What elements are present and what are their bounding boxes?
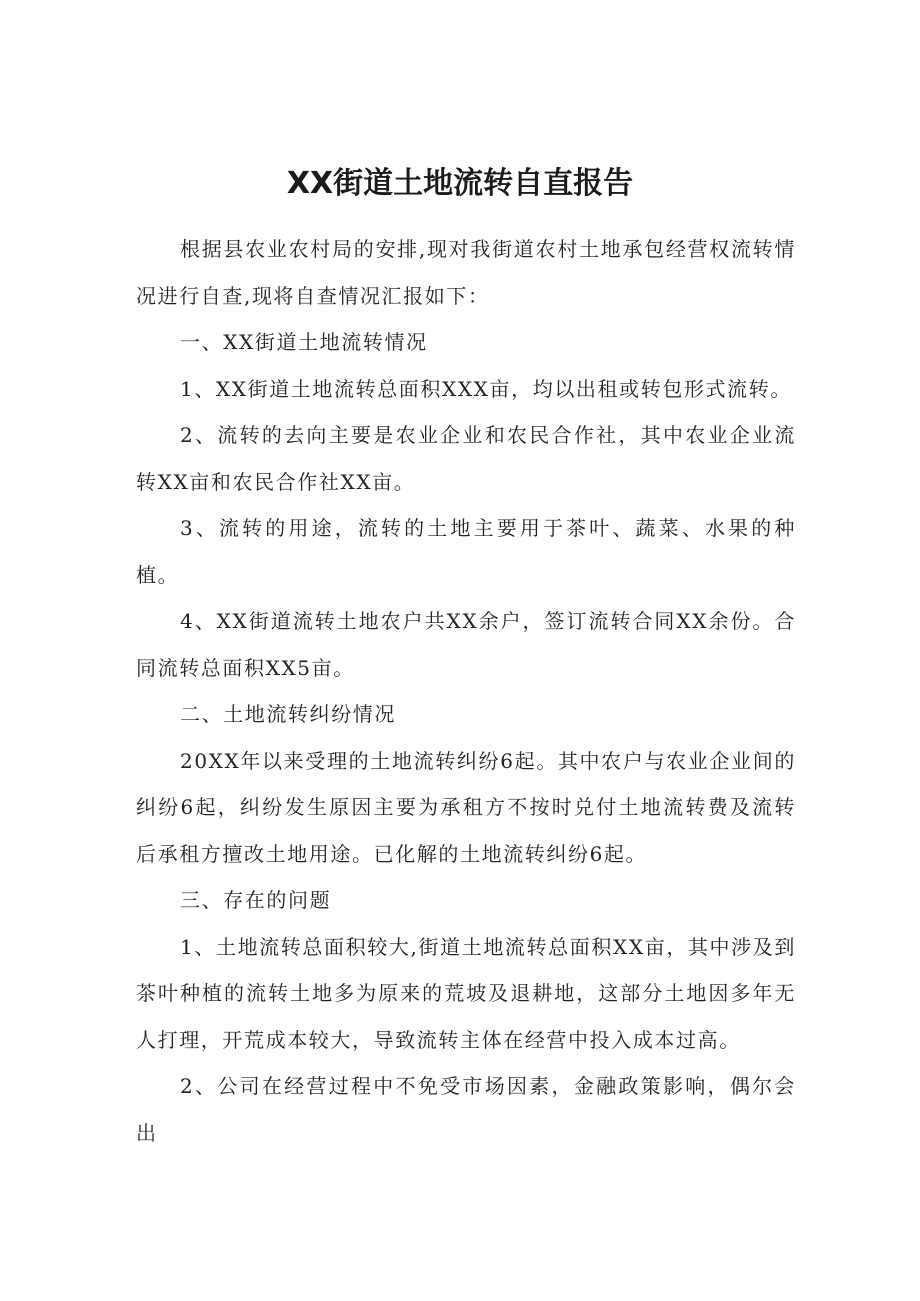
paragraph-1-3: 3、流转的用途，流转的土地主要用于茶叶、蔬菜、水果的种植。 — [136, 516, 796, 587]
paragraph-1-2: 2、流转的去向主要是农业企业和农民合作社，其中农业企业流转XX亩和农民合作社XX亩。 — [136, 423, 796, 494]
document-title: XX街道土地流转自直报告 — [286, 166, 634, 201]
paragraph-1-4: 4、XX街道流转土地农户共XX余户，签订流转合同XX余份。合同流转总面积XX5亩。 — [136, 609, 796, 680]
section-heading-2: 二、土地流转纠纷情况 — [180, 702, 396, 726]
section-heading-1: 一、XX街道土地流转情况 — [180, 330, 428, 354]
paragraph-3-2: 2、公司在经营过程中不免受市场因素，金融政策影响，偶尔会出 — [136, 1074, 796, 1145]
paragraph-2-1: 20XX年以来受理的土地流转纠纷6起。其中农户与农业企业间的纠纷6起，纠纷发生原因主要为承租方不按时兑付土地流转费及流转后承租方擅改土地用途。已化解的土地流转纠纷6起。 — [136, 748, 796, 866]
paragraph-3-1: 1、土地流转总面积较大,街道土地流转总面积XX亩，其中涉及到茶叶种植的流转土地多为原来的荒坡及退耕地，这部分土地因多年无人打理，开荒成本较大，导致流转主体在经营中投入成本过高。 — [136, 934, 796, 1052]
paragraph-intro: 根据县农业农村局的安排,现对我街道农村土地承包经营权流转情况进行自查,现将自查情况汇报如下： — [136, 237, 796, 308]
document-body — [136, 226, 796, 1156]
paragraph-1-1: 1、XX街道土地流转总面积XXX亩，均以出租或转包形式流转。 — [180, 376, 792, 401]
section-heading-3: 三、存在的问题 — [180, 888, 332, 912]
